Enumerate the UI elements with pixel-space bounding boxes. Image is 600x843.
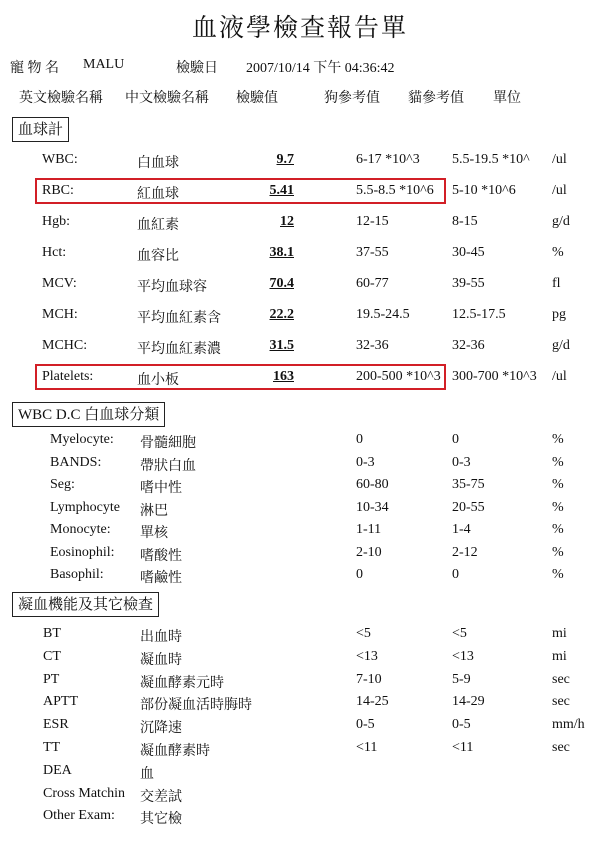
- test-english-name: PT: [43, 671, 60, 687]
- test-english-name: Monocyte:: [50, 522, 111, 537]
- table-row: [0, 626, 600, 646]
- table-row: [0, 567, 600, 587]
- table-row: [0, 214, 600, 234]
- test-english-name: MCV:: [42, 276, 77, 291]
- test-english-name: Cross Matchin: [43, 785, 126, 801]
- table-row: [0, 740, 600, 760]
- unit: %: [552, 477, 564, 492]
- dog-reference: 2-10: [356, 544, 382, 560]
- test-english-name: Seg:: [50, 477, 75, 492]
- test-english-name: BT: [43, 626, 61, 641]
- unit: g/d: [552, 214, 570, 229]
- col-cat-reference: 貓參考值: [408, 91, 464, 106]
- test-value: 31.5: [269, 338, 294, 353]
- test-chinese-name: 骨髓細胞: [140, 436, 196, 451]
- test-chinese-name: 白血球: [137, 156, 179, 171]
- test-chinese-name: 血小板: [137, 373, 179, 388]
- table-row: [0, 152, 600, 172]
- test-chinese-name: 帶狀白血: [140, 458, 196, 474]
- table-row: [0, 522, 600, 542]
- unit: /ul: [552, 183, 567, 198]
- test-english-name: ESR: [43, 717, 69, 733]
- section-coag-title: 凝血機能及其它檢查: [12, 592, 159, 617]
- dog-reference: 200-500 *10^3: [356, 369, 441, 384]
- test-english-name: BANDS:: [50, 454, 102, 470]
- dog-reference: 5.5-8.5 *10^6: [356, 183, 434, 198]
- cat-reference: <11: [452, 740, 474, 755]
- test-chinese-name: 嗜鹼性: [140, 571, 182, 586]
- test-value: 38.1: [269, 245, 294, 260]
- cat-reference: 20-55: [452, 499, 485, 515]
- cat-reference: 39-55: [452, 276, 485, 291]
- test-chinese-name: 凝血時: [140, 652, 182, 668]
- dog-reference: <5: [356, 626, 371, 641]
- cat-reference: 12.5-17.5: [452, 307, 506, 322]
- col-english-name: 英文檢驗名稱: [19, 91, 103, 106]
- table-row: [0, 183, 600, 203]
- cat-reference: 300-700 *10^3: [452, 369, 537, 384]
- table-row: [0, 369, 600, 389]
- unit: /ul: [552, 152, 567, 167]
- test-value: 163: [273, 369, 294, 384]
- test-english-name: Hgb:: [42, 214, 70, 229]
- unit: sec: [552, 740, 570, 755]
- dog-reference: 14-25: [356, 694, 389, 710]
- dog-reference: 7-10: [356, 671, 382, 687]
- test-chinese-name: 血: [140, 766, 154, 782]
- dog-reference: <11: [356, 740, 378, 755]
- report-title: 血液學檢查報告單: [191, 15, 408, 42]
- table-row: [0, 649, 600, 669]
- test-chinese-name: 凝血酵素時: [140, 744, 210, 759]
- table-row: [0, 432, 600, 452]
- cat-reference: 0: [452, 432, 459, 447]
- unit: g/d: [552, 338, 570, 353]
- table-row: [0, 717, 600, 737]
- cat-reference: 2-12: [452, 544, 478, 560]
- test-english-name: MCH:: [42, 307, 78, 322]
- test-english-name: Other Exam:: [43, 808, 115, 824]
- test-chinese-name: 部份凝血活時脢時: [140, 698, 252, 714]
- test-value: 5.41: [269, 183, 294, 198]
- dog-reference: 0: [356, 432, 363, 447]
- test-chinese-name: 平均血球容: [137, 280, 207, 295]
- exam-date-label: 檢驗日: [176, 61, 218, 76]
- table-row: [0, 455, 600, 475]
- table-row: [0, 763, 600, 783]
- dog-reference: 1-11: [356, 522, 382, 537]
- dog-reference: 0-3: [356, 454, 375, 470]
- table-row: [0, 786, 600, 806]
- table-row: [0, 276, 600, 296]
- test-english-name: APTT: [43, 694, 78, 710]
- pet-name-label: 寵 物 名: [10, 61, 59, 76]
- test-value: 22.2: [269, 307, 294, 322]
- table-row: [0, 808, 600, 828]
- section-wbc-dc-title: WBC D.C 白血球分類: [12, 402, 165, 427]
- cat-reference: <13: [452, 648, 474, 664]
- col-value: 檢驗值: [236, 91, 278, 106]
- test-chinese-name: 交差試: [140, 789, 182, 805]
- unit: %: [552, 567, 564, 582]
- cat-reference: 32-36: [452, 338, 485, 353]
- unit: %: [552, 544, 564, 560]
- unit: pg: [552, 307, 566, 322]
- cat-reference: 30-45: [452, 245, 485, 260]
- test-english-name: Basophil:: [50, 567, 104, 582]
- test-english-name: Hct:: [42, 245, 67, 260]
- unit: %: [552, 522, 564, 537]
- col-unit: 單位: [493, 91, 521, 106]
- test-english-name: MCHC:: [42, 338, 88, 353]
- dog-reference: 19.5-24.5: [356, 307, 410, 322]
- dog-reference: 32-36: [356, 338, 389, 353]
- cat-reference: 14-29: [452, 694, 485, 710]
- test-english-name: Platelets:: [42, 369, 94, 384]
- unit: %: [552, 432, 564, 447]
- col-chinese-name: 中文檢驗名稱: [125, 91, 209, 106]
- dog-reference: 0: [356, 567, 363, 582]
- dog-reference: 12-15: [356, 214, 389, 229]
- cat-reference: 1-4: [452, 522, 471, 537]
- test-value: 9.7: [276, 152, 294, 167]
- test-chinese-name: 血容比: [137, 249, 179, 264]
- unit: %: [552, 454, 564, 470]
- test-chinese-name: 平均血紅素含: [137, 311, 221, 326]
- unit: mi: [552, 648, 567, 664]
- cat-reference: 8-15: [452, 214, 478, 229]
- unit: %: [552, 499, 564, 515]
- col-dog-reference: 狗參考值: [324, 91, 380, 106]
- cat-reference: <5: [452, 626, 467, 641]
- cat-reference: 5-10 *10^6: [452, 183, 516, 198]
- test-english-name: Myelocyte:: [50, 432, 114, 447]
- table-row: [0, 307, 600, 327]
- unit: /ul: [552, 369, 567, 384]
- exam-date: 2007/10/14 下午 04:36:42: [246, 61, 395, 76]
- pet-name: MALU: [83, 57, 125, 72]
- test-chinese-name: 其它檢: [140, 812, 182, 828]
- test-chinese-name: 嗜中性: [140, 481, 182, 496]
- cat-reference: 5.5-19.5 *10^: [452, 152, 530, 167]
- table-row: [0, 477, 600, 497]
- cat-reference: 35-75: [452, 477, 485, 492]
- test-english-name: DEA: [43, 762, 72, 778]
- dog-reference: 60-80: [356, 477, 389, 492]
- table-row: [0, 545, 600, 565]
- test-chinese-name: 平均血紅素濃: [137, 342, 221, 357]
- unit: sec: [552, 694, 570, 710]
- dog-reference: 37-55: [356, 245, 389, 260]
- dog-reference: 60-77: [356, 276, 389, 291]
- unit: fl: [552, 276, 561, 291]
- test-value: 12: [280, 214, 294, 229]
- test-english-name: Eosinophil:: [50, 544, 115, 560]
- test-value: 70.4: [269, 276, 294, 291]
- table-row: [0, 500, 600, 520]
- dog-reference: 0-5: [356, 717, 375, 733]
- cat-reference: 0: [452, 567, 459, 582]
- test-english-name: TT: [43, 740, 61, 755]
- test-english-name: CT: [43, 648, 61, 664]
- dog-reference: 6-17 *10^3: [356, 152, 420, 167]
- cat-reference: 5-9: [452, 671, 471, 687]
- test-chinese-name: 沉降速: [140, 721, 182, 737]
- test-chinese-name: 嗜酸性: [140, 548, 182, 564]
- cat-reference: 0-3: [452, 454, 471, 470]
- section-cbc-title: 血球計: [12, 117, 69, 142]
- table-row: [0, 245, 600, 265]
- unit: mi: [552, 626, 567, 641]
- table-row: [0, 694, 600, 714]
- test-english-name: RBC:: [42, 183, 74, 198]
- unit: sec: [552, 671, 570, 687]
- dog-reference: 10-34: [356, 499, 389, 515]
- test-chinese-name: 紅血球: [137, 187, 179, 202]
- table-row: [0, 672, 600, 692]
- cat-reference: 0-5: [452, 717, 471, 733]
- test-chinese-name: 淋巴: [140, 503, 168, 519]
- test-english-name: Lymphocyte: [50, 499, 120, 515]
- dog-reference: <13: [356, 648, 378, 664]
- test-english-name: WBC:: [42, 152, 78, 167]
- unit: %: [552, 245, 564, 260]
- test-chinese-name: 單核: [140, 526, 168, 541]
- test-chinese-name: 出血時: [140, 630, 182, 645]
- test-chinese-name: 血紅素: [137, 218, 179, 233]
- table-row: [0, 338, 600, 358]
- unit: mm/h: [552, 717, 585, 733]
- test-chinese-name: 凝血酵素元時: [140, 675, 224, 691]
